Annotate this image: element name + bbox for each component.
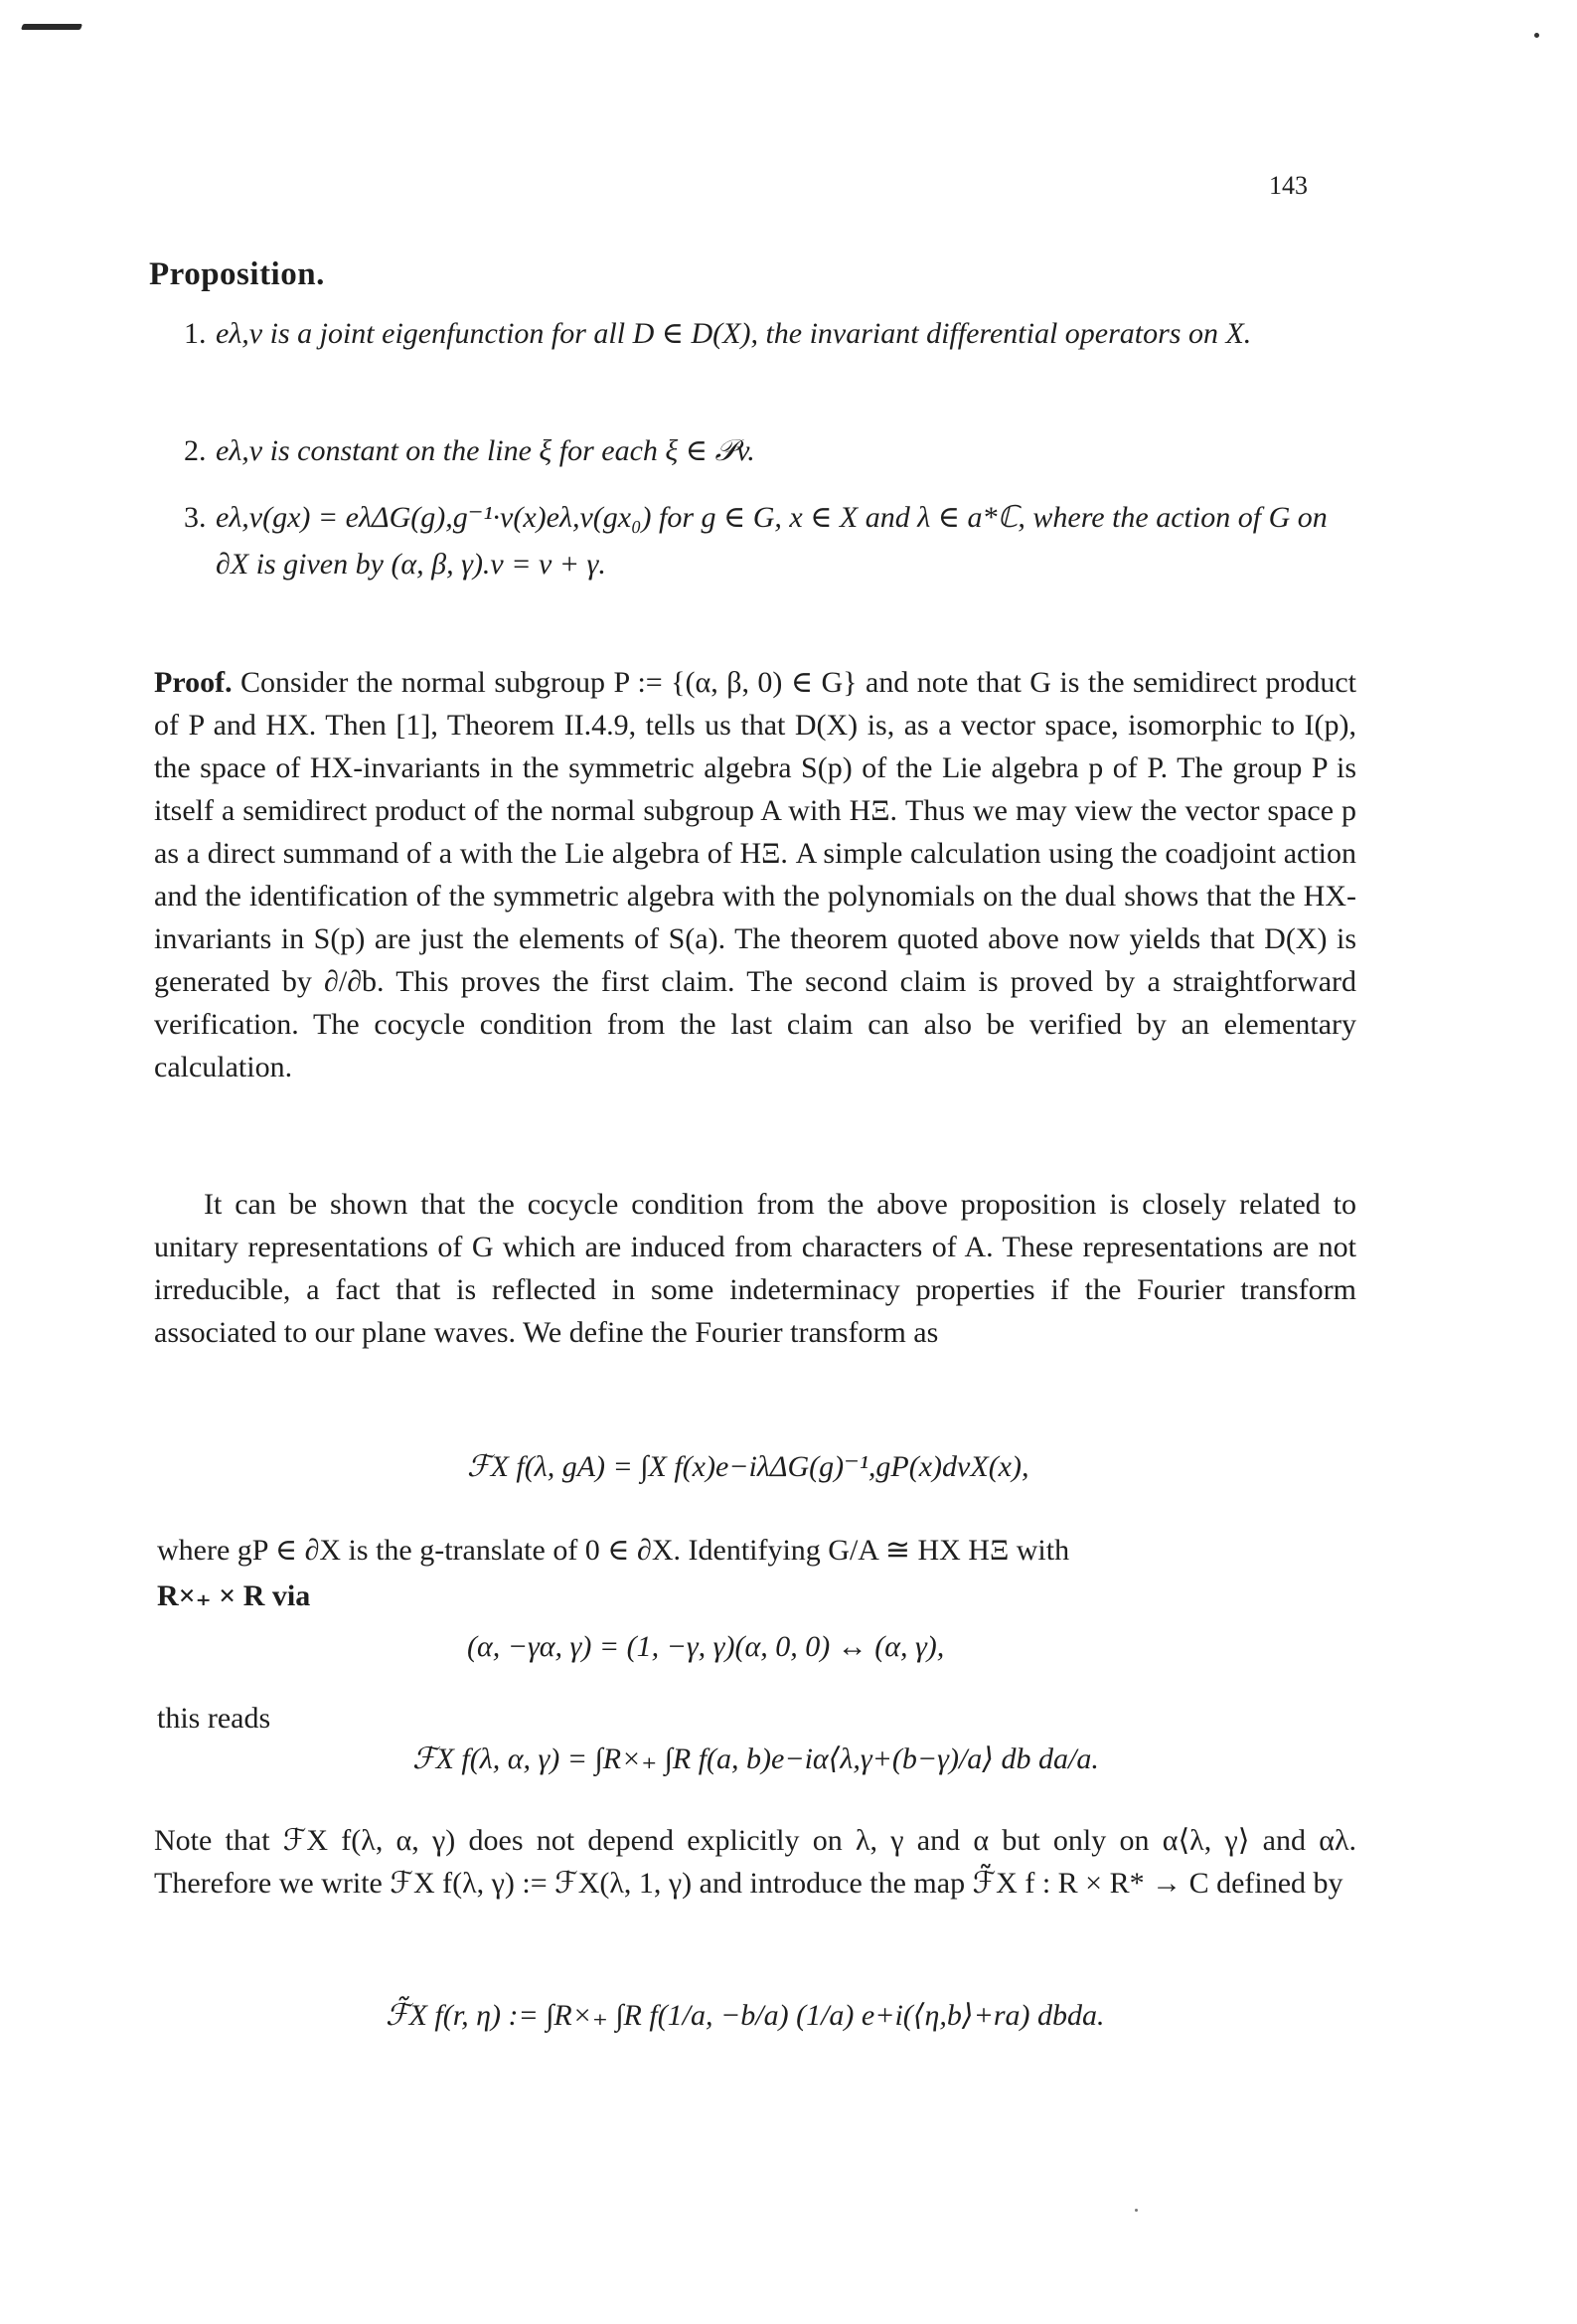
proof-label: Proof. bbox=[154, 666, 233, 699]
item-text: eλ,v is a joint eigenfunction for all D ∈ D(X), the invariant differential operators on X. bbox=[216, 317, 1252, 350]
where-line-2: R×₊ × R via bbox=[157, 1579, 311, 1612]
modified-fourier-formula: ℱ̃X f(r, η) := ∫R×₊ ∫R f(1/a, −b/a) (1/a) e+i(⟨η,b⟩+ra) dbda. bbox=[386, 1999, 1105, 2032]
item-number: 1. bbox=[184, 317, 207, 350]
proposition-item-3 bbox=[184, 494, 1366, 587]
where-line-1: where gP ∈ ∂X is the g-translate of 0 ∈ ∂X. Identifying G/A ≅ HX HΞ with bbox=[157, 1534, 1070, 1567]
proposition-item-1 bbox=[184, 310, 1366, 357]
item-number: 3. bbox=[184, 501, 207, 534]
body-paragraph-2: It can be shown that the cocycle condition from the above proposition is closely related to unitary representations of G which are induced from characters of A. These representations are not irreducible, a fact that is reflected in some indeterminacy properties if the Fourier transform associated to our plane waves. We define the Fourier transform as bbox=[154, 1188, 1356, 1349]
page-number: 143 bbox=[1269, 171, 1308, 200]
body-paragraph-3: Note that ℱX f(λ, α, γ) does not depend explicitly on λ, γ and α but only on α⟨λ, γ⟩ and αλ. Therefore we write ℱX f(λ, γ) := ℱX(λ, 1, γ) and introduce the map ℱ̃X f : R × R* → C defined by bbox=[154, 1824, 1356, 1900]
this-reads-label: this reads bbox=[157, 1702, 271, 1735]
scan-artifact-dot bbox=[1534, 33, 1539, 38]
proof-paragraph bbox=[154, 661, 1356, 1088]
item-number: 2. bbox=[184, 434, 207, 467]
proof-text: Consider the normal subgroup P := {(α, β, 0) ∈ G} and note that G is the semidirect product of P and HX. Then [1], Theorem II.4.9, tells us that D(X) is, as a vector space, isomorphic to I(p), the space of HX-invariants in the symmetric algebra S(p) of the Lie algebra p of P. The group P is itself a semidirect product of the normal subgroup A with HΞ. Thus we may view the vector space p as a direct summand of a with the Lie algebra of HΞ. A simple calculation using the coadjoint action and the identification of the symmetric algebra with the polynomials on the dual shows that the HX-invariants in S(p) are just the elements of S(a). The theorem quoted above now yields that D(X) is generated by ∂/∂b. This proves the first claim. The second claim is proved by a straightforward verification. The cocycle condition from the last claim can also be verified by an elementary calculation. bbox=[154, 666, 1356, 1083]
item-text: eλ,v is constant on the line ξ for each ξ ∈ 𝒫v. bbox=[216, 434, 755, 467]
scan-artifact-dot-bottom bbox=[1135, 2209, 1138, 2212]
scan-artifact-mark bbox=[21, 24, 82, 30]
proposition-item-2 bbox=[184, 427, 1366, 474]
fourier-formula-coordinates: ℱX f(λ, α, γ) = ∫R×₊ ∫R f(a, b)e−iα⟨λ,γ+(b−γ)/a⟩ db da/a. bbox=[412, 1743, 1099, 1775]
proposition-heading: Proposition. bbox=[149, 256, 325, 292]
item-text: eλ,v(gx) = eλΔG(g),g⁻¹·v(x)eλ,v(gx₀) for g ∈ G, x ∈ X and λ ∈ a*ℂ, where the action of G on ∂X is given by (α, β, γ).v = v + γ. bbox=[216, 501, 1328, 581]
fourier-transform-formula: ℱX f(λ, gA) = ∫X f(x)e−iλΔG(g)⁻¹,gP(x)dνX(x), bbox=[467, 1450, 1029, 1483]
identification-formula: (α, −γα, γ) = (1, −γ, γ)(α, 0, 0) ↔ (α, γ), bbox=[467, 1630, 945, 1663]
